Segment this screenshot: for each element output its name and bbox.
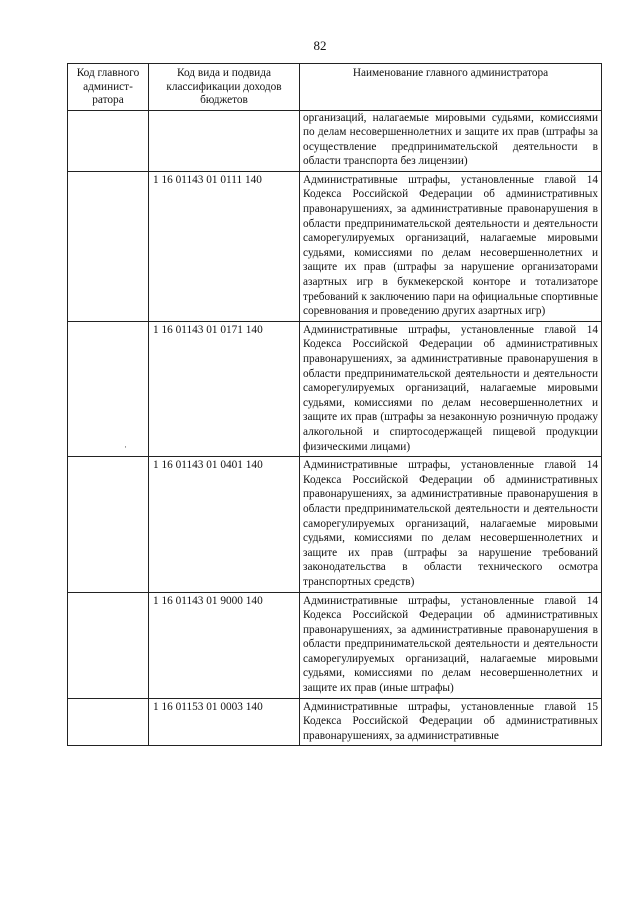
header-admin-code: Код главного админист-ратора (68, 64, 149, 111)
table-header-row (68, 64, 602, 111)
table-row (68, 110, 602, 171)
budget-revenue-table (67, 63, 602, 746)
admin-name-cell: Административные штрафы, установленные главой 14 Кодекса Российской Федерации об административных правонарушениях, за административные правонарушения в области предпринимательской деятельности и деятельности саморегулируемых организаций, налагаемые мировыми судьями, комиссиями по делам несовершеннолетних и защите их прав (штрафы за нарушение организаторами азартных игр в букмекерской конторе и тотализаторе требований к заключению пари на официальные спортивные соревнования и проведению других азартных игр) (300, 171, 602, 321)
admin-code-cell (68, 110, 149, 171)
admin-code-cell (68, 171, 149, 321)
revenue-code-cell: 1 16 01143 01 0171 140 (149, 321, 300, 456)
revenue-code-cell: 1 16 01143 01 0111 140 (149, 171, 300, 321)
admin-name-cell: Административные штрафы, установленные главой 15 Кодекса Российской Федерации об административных правонарушениях, за административные (300, 698, 602, 746)
table-row (68, 698, 602, 746)
header-revenue-code: Код вида и подвида классификации доходов бюджетов (149, 64, 300, 111)
page-number: 82 (313, 38, 327, 53)
admin-code-cell (68, 592, 149, 698)
table-row (68, 592, 602, 698)
admin-code-cell (68, 457, 149, 592)
admin-code-cell (68, 698, 149, 746)
admin-code-cell (68, 321, 149, 456)
revenue-code-cell: 1 16 01143 01 9000 140 (149, 592, 300, 698)
revenue-code-cell (149, 110, 300, 171)
revenue-code-cell: 1 16 01153 01 0003 140 (149, 698, 300, 746)
admin-name-cell: Административные штрафы, установленные главой 14 Кодекса Российской Федерации об административных правонарушениях, за административные правонарушения в области предпринимательской деятельности и деятельности саморегулируемых организаций, налагаемые мировыми судьями, комиссиями по делам несовершеннолетних и защите их прав (штрафы за нарушение требований законодательства в области технического осмотра транспортных средств) (300, 457, 602, 592)
table-row (68, 171, 602, 321)
table-row (68, 321, 602, 456)
table-row (68, 457, 602, 592)
header-admin-name: Наименование главного администратора (300, 64, 602, 111)
revenue-code-cell: 1 16 01143 01 0401 140 (149, 457, 300, 592)
admin-name-cell: организаций, налагаемые мировыми судьями, комиссиями по делам несовершеннолетних и защите их прав (штрафы за осуществление предпринимательской деятельности в области транспорта без лицензии) (300, 110, 602, 171)
scan-artifact-dot: · (124, 442, 127, 452)
admin-name-cell: Административные штрафы, установленные главой 14 Кодекса Российской Федерации об административных правонарушениях, за административные правонарушения в области предпринимательской деятельности и деятельности саморегулируемых организаций, налагаемые мировыми судьями, комиссиями по делам несовершеннолетних и защите их прав (иные штрафы) (300, 592, 602, 698)
admin-name-cell: Административные штрафы, установленные главой 14 Кодекса Российской Федерации об административных правонарушениях, за административные правонарушения в области предпринимательской деятельности и деятельности саморегулируемых организаций, налагаемые мировыми судьями, комиссиями по делам несовершеннолетних и защите их прав (штрафы за незаконную розничную продажу алкогольной и спиртосодержащей пищевой продукции физическими лицами) (300, 321, 602, 456)
